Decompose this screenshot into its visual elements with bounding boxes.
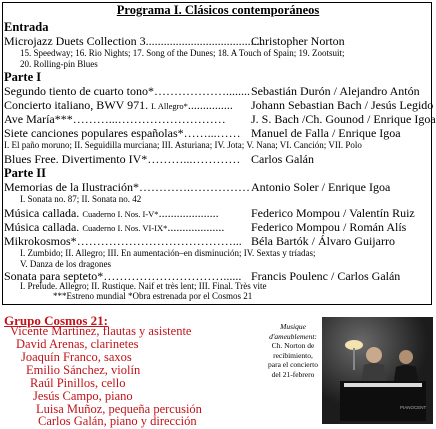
work-performer: Federico Mompou / Valentín Ruiz (251, 206, 415, 220)
work-title: Memorias de la Ilustración*………….…………… (4, 180, 250, 194)
work-performer: Christopher Norton (251, 34, 345, 48)
work-title: Segundo tiento de cuarto tono*………………........ (4, 84, 250, 98)
pianist-head (399, 350, 413, 364)
work-performer: Manuel de Falla / Enrique Igoa (251, 126, 401, 140)
caption-body: Ch. Norton de recibimiento, para el concierto del 21-febrero (268, 341, 318, 379)
group-member: Carlos Galán, piano y dirección (38, 414, 197, 428)
pianist-head (366, 347, 382, 363)
movement-list: I. Zumbido; II. Allegro; III. En aumentación–en disminución; IV. Sextas y tríadas; (20, 248, 316, 258)
section-parte-2: Parte II (4, 166, 46, 180)
work-performer: Francis Poulenc / Carlos Galán (251, 269, 401, 283)
work-title: Música callada. Cuaderno I. Nos. I-V*.................... (4, 206, 219, 220)
group-title: Grupo Cosmos 21: (4, 313, 109, 328)
work-performer: Antonio Soler / Enrique Igoa (251, 180, 391, 194)
work-title: Siete canciones populares españolas*……...…… (4, 126, 241, 140)
movement-list: I. Prelude. Allegro; II. Rustique. Naif et très lent; III. Final. Très vite (20, 281, 267, 291)
group-member: Raúl Pinillos, cello (30, 376, 126, 390)
work-title: Música callada. Cuaderno I. Nos. VI-IX*................... (4, 220, 225, 234)
section-parte-1: Parte I (4, 70, 42, 84)
work-performer: Federico Mompou / Román Alís (251, 220, 407, 234)
movement-list: I. Sonata no. 87; II. Sonata no. 42 (20, 194, 142, 204)
piano-keys (344, 383, 422, 387)
work-title: Microjazz Duets Collection 3....................................... (4, 34, 263, 48)
work-title: Blues Free. Divertimento IV*………...………… (4, 152, 241, 166)
work-performer: J. S. Bach /Ch. Gounod / Enrique Igoa (251, 112, 436, 126)
work-performer: Béla Bartók / Álvaro Guijarro (251, 234, 395, 248)
movement-list: V. Danza de los dragones (20, 259, 112, 269)
group-member: Luisa Muñoz, pequeña percusión (36, 402, 202, 416)
work-title: Mikrokosmos*…………………………………... (4, 234, 242, 248)
work-performer: Carlos Galán (251, 152, 314, 166)
program-title: Programa I. Clásicos contemporáneos (116, 3, 320, 17)
group-member: Jesús Campo, piano (33, 389, 133, 403)
section-entrada: Entrada (4, 20, 49, 34)
concert-photo-illustration (322, 317, 433, 424)
caption-title: Musique d'ameublement: (269, 322, 317, 341)
concert-photo (322, 317, 433, 424)
work-title: Concierto italiano, BWV 971. I. Allegro*............... (4, 98, 233, 112)
photo-caption (268, 322, 318, 379)
premiere-legend: ***Estreno mundial *Obra estrenada por el Cosmos 21 (53, 291, 253, 301)
group-member: Joaquín Franco, saxos (21, 350, 132, 364)
work-title: Sonata para septeto*…………………………...... (4, 269, 242, 283)
lamp-stand (353, 348, 355, 370)
work-performer: Sebastián Durón / Alejandro Antón (251, 84, 420, 98)
work-performer: Johann Sebastian Bach / Jesús Legido (251, 98, 434, 112)
piano-brand: PIANOCENT (400, 405, 427, 410)
movement-list: 20. Rolling-pin Blues (20, 59, 98, 69)
movement-list: I. El paño moruno; II. Seguidilla murciana; III. Asturiana; IV. Jota; V. Nana; VI. Canción; VII. Polo (4, 140, 362, 150)
work-title: Ave María***………...……………………… (4, 112, 226, 126)
group-member: Emilio Sánchez, violín (26, 363, 141, 377)
group-member: Vicente Martínez, flautas y asistente (10, 324, 192, 338)
movement-list: 15. Speedway; 16. Rio Nights; 17. Song of the Dunes; 18. A Touch of Spain; 19. Zootsuit; (20, 48, 345, 58)
group-member: David Arenas, clarinetes (16, 337, 139, 351)
